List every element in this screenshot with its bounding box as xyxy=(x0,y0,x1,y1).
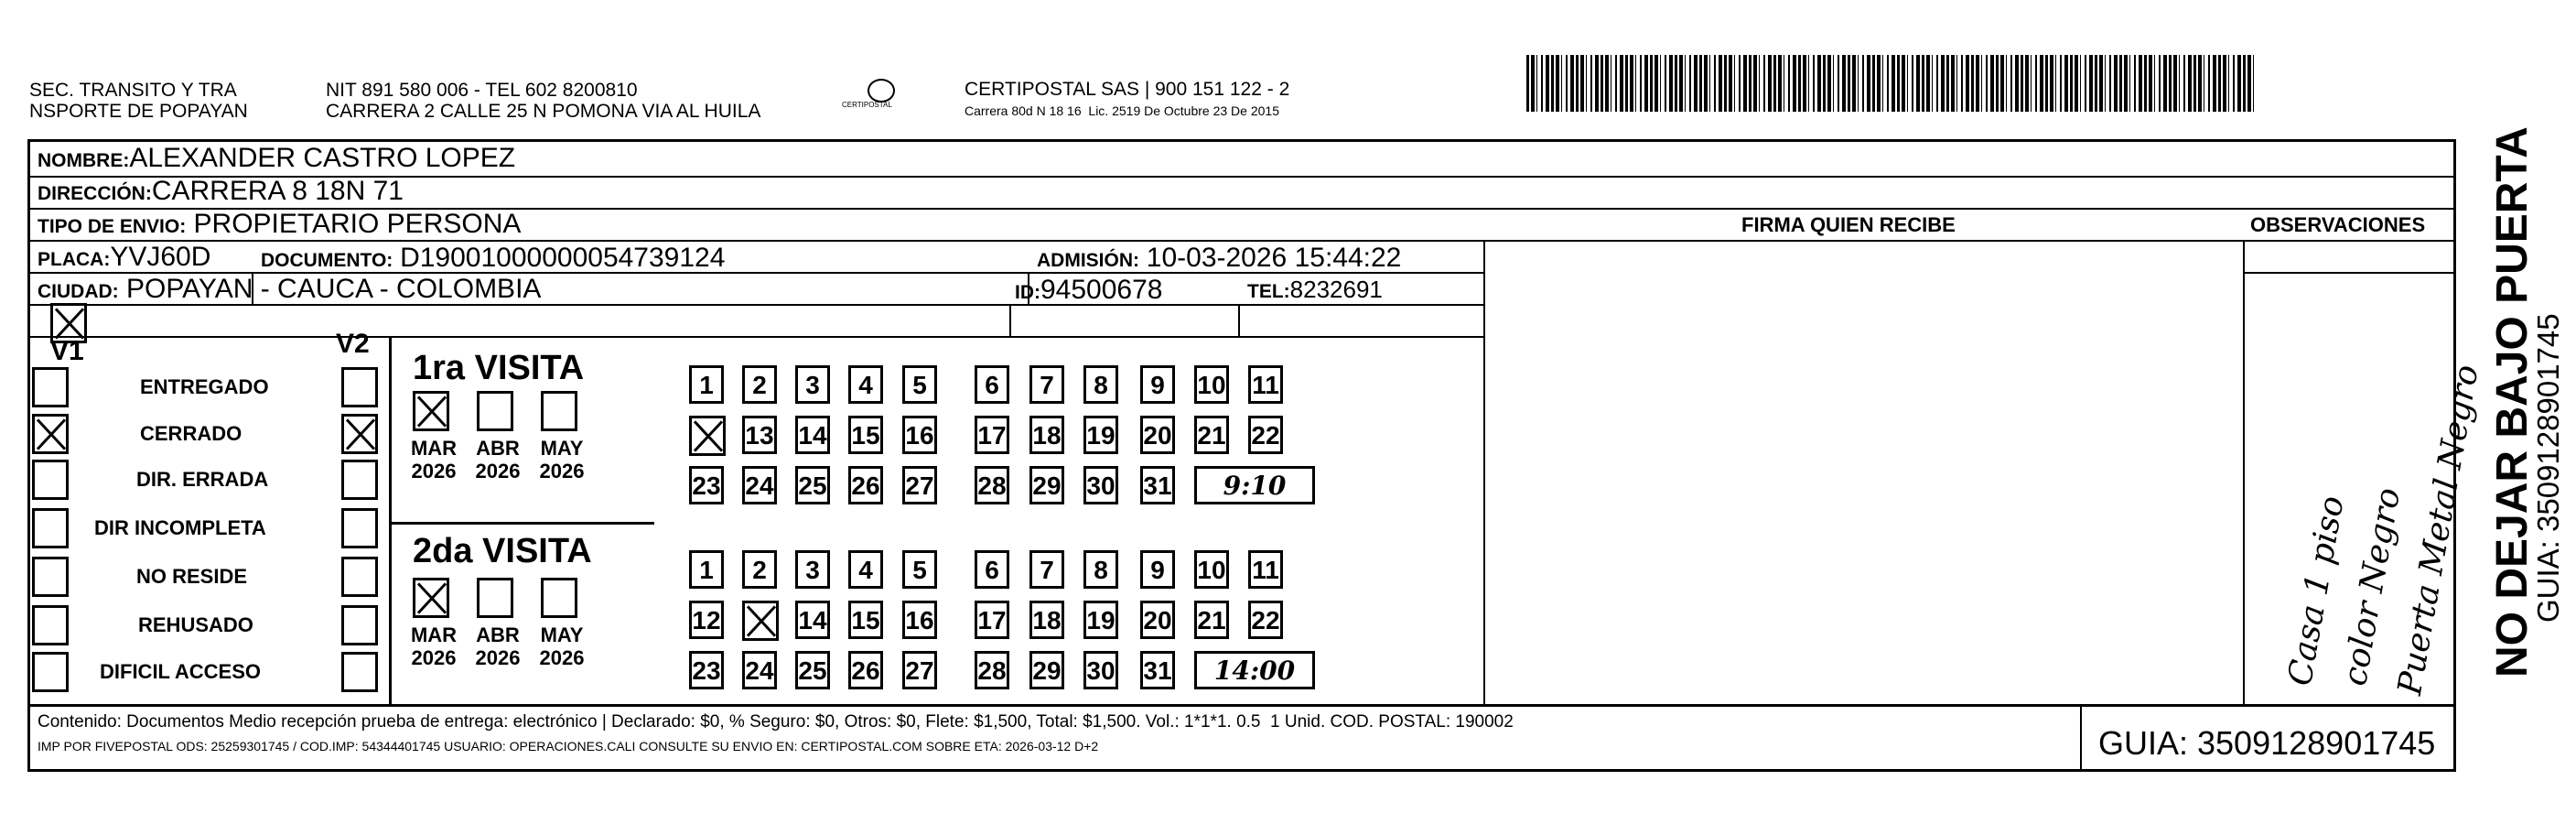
day-box[interactable]: 13 xyxy=(742,416,777,454)
day-box[interactable]: 28 xyxy=(975,466,1009,504)
day-box[interactable]: 3 xyxy=(795,365,830,404)
day-box[interactable]: 16 xyxy=(902,601,937,639)
month-label: MAY 2026 xyxy=(539,437,585,482)
v2-checkbox[interactable] xyxy=(341,367,378,407)
visit1-title: 1ra VISITA xyxy=(413,349,585,387)
v1-checkbox[interactable] xyxy=(32,508,69,548)
barcode xyxy=(1526,55,2257,112)
nombre-row: NOMBRE:ALEXANDER CASTRO LOPEZ xyxy=(38,143,516,173)
footer-guia: GUIA: 3509128901745 xyxy=(2098,724,2436,762)
day-box[interactable]: 30 xyxy=(1083,651,1118,689)
documento-cell: DOCUMENTO: D19001000000054739124 xyxy=(261,243,726,273)
address-line: CARRERA 2 CALLE 25 N POMONA VIA AL HUILA xyxy=(326,101,761,122)
day-box[interactable]: 5 xyxy=(902,550,937,589)
day-box[interactable]: 17 xyxy=(975,601,1009,639)
day-box[interactable]: 26 xyxy=(848,651,883,689)
status-label: DIFICIL ACCESO xyxy=(100,660,262,683)
status-label: DIR. ERRADA xyxy=(136,468,269,491)
day-box[interactable]: 29 xyxy=(1029,466,1064,504)
month-checkbox[interactable] xyxy=(541,578,577,618)
company-address: Carrera 80d N 18 16 Lic. 2519 De Octubre 23 De 2015 xyxy=(965,103,1279,118)
sender-line-1: SEC. TRANSITO Y TRA xyxy=(29,80,237,101)
month-checkbox[interactable] xyxy=(541,391,577,431)
day-box[interactable]: 4 xyxy=(848,550,883,589)
observaciones-label: OBSERVACIONES xyxy=(2250,213,2426,236)
status-label: ENTREGADO xyxy=(140,375,269,398)
sender-line-2: NSPORTE DE POPAYAN xyxy=(29,101,248,122)
v2-checkbox[interactable] xyxy=(341,652,378,692)
day-box[interactable]: 20 xyxy=(1140,601,1175,639)
nit-line: NIT 891 580 006 - TEL 602 8200810 xyxy=(326,80,638,101)
footer-imp: IMP POR FIVEPOSTAL ODS: 25259301745 / COD.IMP: 54344401745 USUARIO: OPERACIONES.CALI CONSULTE SU ENVIO EN: CERTIPOSTAL.COM SOBRE ETA: 2026-03-12 D+2 xyxy=(38,739,1099,753)
day-box[interactable]: 16 xyxy=(902,416,937,454)
day-box[interactable]: 18 xyxy=(1029,416,1064,454)
no-dejar-warning: NO DEJAR BAJO PUERTA xyxy=(2488,126,2537,678)
day-box[interactable]: 27 xyxy=(902,651,937,689)
v1-checkbox[interactable] xyxy=(32,367,69,407)
status-label: CERRADO xyxy=(140,422,243,445)
day-box[interactable]: 6 xyxy=(975,365,1009,404)
direccion-row: DIRECCIÓN:CARRERA 8 18N 71 xyxy=(38,176,404,206)
day-box[interactable]: 31 xyxy=(1140,466,1175,504)
day-box[interactable]: 10 xyxy=(1194,365,1229,404)
day-box[interactable]: 26 xyxy=(848,466,883,504)
visit2-title: 2da VISITA xyxy=(413,532,592,570)
visit-time: 14:00 xyxy=(1194,651,1315,689)
day-box[interactable]: 11 xyxy=(1248,365,1283,404)
day-box[interactable]: 8 xyxy=(1083,365,1118,404)
status-label: REHUSADO xyxy=(138,613,253,636)
shipping-form xyxy=(27,139,2486,772)
id-cell: ID:94500678 xyxy=(1015,275,1163,305)
month-checkbox[interactable] xyxy=(413,578,449,618)
day-box[interactable] xyxy=(742,601,779,641)
v2-checkbox[interactable] xyxy=(341,414,378,454)
v2-checkbox[interactable] xyxy=(341,557,378,597)
day-box[interactable]: 12 xyxy=(689,601,724,639)
day-box[interactable]: 25 xyxy=(795,466,830,504)
v1-checkbox[interactable] xyxy=(32,605,69,645)
v1-checkbox[interactable] xyxy=(32,414,69,454)
month-label: MAR 2026 xyxy=(410,437,458,482)
v2-checkbox[interactable] xyxy=(341,605,378,645)
visit-time: 9:10 xyxy=(1194,466,1315,504)
v2-label: V2 xyxy=(336,329,370,359)
day-box[interactable]: 4 xyxy=(848,365,883,404)
day-box[interactable]: 1 xyxy=(689,550,724,589)
day-box[interactable]: 29 xyxy=(1029,651,1064,689)
day-box[interactable]: 15 xyxy=(848,601,883,639)
v2-checkbox[interactable] xyxy=(341,460,378,500)
day-box[interactable]: 21 xyxy=(1194,601,1229,639)
firma-label: FIRMA QUIEN RECIBE xyxy=(1741,213,1956,236)
day-box[interactable]: 19 xyxy=(1083,416,1118,454)
side-guia: GUIA: 3509128901745 xyxy=(2531,313,2565,623)
day-box[interactable]: 31 xyxy=(1140,651,1175,689)
v1-checkbox[interactable] xyxy=(32,652,69,692)
day-box[interactable]: 3 xyxy=(795,550,830,589)
day-box[interactable]: 20 xyxy=(1140,416,1175,454)
day-box[interactable]: 7 xyxy=(1029,550,1064,589)
day-box[interactable]: 24 xyxy=(742,651,777,689)
month-checkbox[interactable] xyxy=(477,391,513,431)
day-box[interactable]: 8 xyxy=(1083,550,1118,589)
day-box[interactable]: 15 xyxy=(848,416,883,454)
day-box[interactable]: 2 xyxy=(742,365,777,404)
day-box[interactable] xyxy=(689,416,726,456)
month-checkbox[interactable] xyxy=(477,578,513,618)
v1-label: V1 xyxy=(50,336,84,366)
day-box[interactable]: 30 xyxy=(1083,466,1118,504)
month-label: ABR 2026 xyxy=(475,623,521,669)
day-box[interactable]: 17 xyxy=(975,416,1009,454)
v2-checkbox[interactable] xyxy=(341,508,378,548)
status-label: NO RESIDE xyxy=(136,565,248,588)
day-box[interactable]: 18 xyxy=(1029,601,1064,639)
obs-hand-2: color Negro xyxy=(2336,484,2409,689)
tel-cell: TEL:8232691 xyxy=(1247,276,1383,303)
company-logo: CERTIPOSTAL xyxy=(842,79,924,115)
day-box[interactable]: 25 xyxy=(795,651,830,689)
day-box[interactable]: 24 xyxy=(742,466,777,504)
month-label: MAY 2026 xyxy=(539,623,585,669)
day-box[interactable]: 23 xyxy=(689,651,724,689)
day-box[interactable]: 7 xyxy=(1029,365,1064,404)
day-box[interactable]: 9 xyxy=(1140,550,1175,589)
v1-checkbox[interactable] xyxy=(32,460,69,500)
placa-cell: PLACA:YVJ60D xyxy=(38,242,211,272)
tipo-envio-row: TIPO DE ENVIO: PROPIETARIO PERSONA xyxy=(38,209,522,239)
ciudad-row: CIUDAD: POPAYAN - CAUCA - COLOMBIA xyxy=(38,274,542,304)
day-box[interactable]: 10 xyxy=(1194,550,1229,589)
obs-hand-1: Casa 1 piso xyxy=(2281,493,2352,689)
day-box[interactable]: 28 xyxy=(975,651,1009,689)
footer-contenido: Contenido: Documentos Medio recepción prueba de entrega: electrónico | Declarado: $0, % Seguro: $0, Otros: $0, Flete: $1,500, Total: $1,500. Vol.: 1*1*1. 0.5 1 Unid. COD. POSTAL: 190002 xyxy=(38,712,1514,732)
day-box[interactable]: 23 xyxy=(689,466,724,504)
day-box[interactable]: 9 xyxy=(1140,365,1175,404)
month-label: MAR 2026 xyxy=(410,623,458,669)
month-label: ABR 2026 xyxy=(475,437,521,482)
day-box[interactable]: 2 xyxy=(742,550,777,589)
day-box[interactable]: 5 xyxy=(902,365,937,404)
day-box[interactable]: 27 xyxy=(902,466,937,504)
month-checkbox[interactable] xyxy=(413,391,449,431)
day-box[interactable]: 22 xyxy=(1248,416,1283,454)
day-box[interactable]: 22 xyxy=(1248,601,1283,639)
admision-cell: ADMISIÓN: 10-03-2026 15:44:22 xyxy=(1037,243,1402,273)
day-box[interactable]: 11 xyxy=(1248,550,1283,589)
v1-checkbox[interactable] xyxy=(32,557,69,597)
status-label: DIR INCOMPLETA xyxy=(94,516,266,539)
day-box[interactable]: 1 xyxy=(689,365,724,404)
day-box[interactable]: 6 xyxy=(975,550,1009,589)
company-line: CERTIPOSTAL SAS | 900 151 122 - 2 xyxy=(965,79,1290,100)
obs-hand-3: Puerta Metal Negro xyxy=(2391,362,2486,699)
day-box[interactable]: 21 xyxy=(1194,416,1229,454)
day-box[interactable]: 19 xyxy=(1083,601,1118,639)
day-box[interactable]: 14 xyxy=(795,416,830,454)
day-box[interactable]: 14 xyxy=(795,601,830,639)
